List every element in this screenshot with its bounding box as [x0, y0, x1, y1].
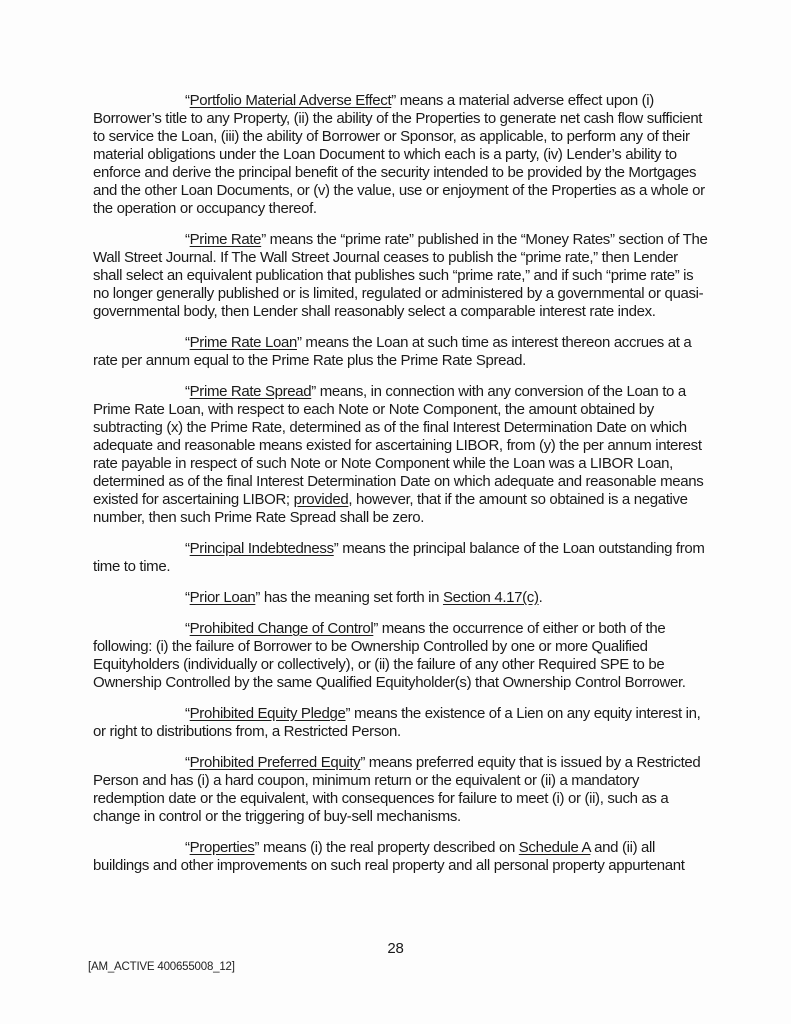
cross-reference: Section 4.17(c) [442, 589, 539, 606]
text-run: ” means the existence of a Lien on any equity interest in, or right to distributions from, a Restricted Person. [93, 705, 701, 740]
defined-term: Prime Rate [189, 231, 262, 248]
paragraph [93, 92, 709, 218]
text-run: “ [185, 334, 190, 351]
paragraph [93, 589, 709, 607]
paragraph [93, 383, 709, 527]
defined-term: Prime Rate Spread [189, 383, 312, 400]
defined-term: Prime Rate Loan [189, 334, 297, 351]
text-run: ” means the principal balance of the Loan outstanding from time to time. [93, 540, 705, 575]
text-run: ” means the occurrence of either or both of the following: (i) the failure of Borrower to be Ownership Controlled by one or more Qualified Equityholders (individually or collectively), or (ii) the failure of any other Required SPE to be Ownership Controlled by the same Qualified Equityholder(s) that Ownership Control Borrower. [93, 620, 686, 691]
defined-term: Properties [189, 839, 255, 856]
document-body [93, 92, 709, 888]
defined-term: Prohibited Change of Control [189, 620, 374, 637]
defined-term: Principal Indebtedness [189, 540, 334, 557]
text-run: “ [185, 92, 190, 109]
paragraph [93, 620, 709, 692]
text-run: “ [185, 540, 190, 557]
text-run: ” means preferred equity that is issued by a Restricted Person and has (i) a hard coupon, minimum return or the equivalent or (ii) a mandatory redemption date or the equivalent, with consequences for failure to meet (i) or (ii), such as a change in control or the triggering of buy-sell mechanisms. [93, 754, 701, 825]
paragraph [93, 334, 709, 370]
text-run: ” means, in connection with any conversion of the Loan to a Prime Rate Loan, with respect to each Note or Note Component, the amount obtained by subtracting (x) the Prime Rate, determined as of the final Interest Determination Date on which adequate and reasonable means existed for ascertaining LIBOR, from (y) the per annum interest rate payable in respect of such Note or Note Component while the Loan was a LIBOR Loan, determined as of the final Interest Determination Date on which adequate and reasonable means existed for ascertaining LIBOR; [93, 383, 704, 508]
defined-term: Portfolio Material Adverse Effect [189, 92, 392, 109]
text-run: ” has the meaning set forth in [255, 589, 443, 606]
text-run: ” means the Loan at such time as interest thereon accrues at a rate per annum equal to the Prime Rate plus the Prime Rate Spread. [93, 334, 692, 369]
paragraph [93, 540, 709, 576]
paragraph [93, 839, 709, 875]
text-run: and (ii) all buildings and other improvements on such real property and all personal property appurtenant [93, 839, 685, 874]
text-run: “ [185, 620, 190, 637]
paragraph [93, 754, 709, 826]
text-run: ” means (i) the real property described on [254, 839, 519, 856]
defined-term: Prior Loan [189, 589, 256, 606]
defined-term: Prohibited Preferred Equity [189, 754, 361, 771]
cross-reference: Schedule A [518, 839, 591, 856]
emphasis-term: provided [293, 491, 349, 508]
text-run: “ [185, 383, 190, 400]
text-run: “ [185, 589, 190, 606]
document-id-stamp: [AM_ACTIVE 400655008_12] [88, 961, 235, 973]
paragraph [93, 231, 709, 321]
text-run: , however, that if the amount so obtained is a negative number, then such Prime Rate Spread shall be zero. [93, 491, 688, 526]
text-run: ” means the “prime rate” published in the “Money Rates” section of The Wall Street Journal. If The Wall Street Journal ceases to publish the “prime rate,” then Lender shall select an equivalent publication that publishes such “prime rate,” and if such “prime rate” is no longer generally published or is limited, regulated or administered by a governmental or quasi-governmental body, then Lender shall reasonably select a comparable interest rate index. [93, 231, 708, 320]
text-run: “ [185, 705, 190, 722]
text-run: “ [185, 839, 190, 856]
text-run: . [538, 589, 543, 606]
paragraph [93, 705, 709, 741]
text-run: ” means a material adverse effect upon (i) Borrower’s title to any Property, (ii) the ability of the Properties to generate net cash flow sufficient to service the Loan, (iii) the ability of Borrower or Sponsor, as applicable, to perform any of their material obligations under the Loan Document to which each is a party, (iv) Lender’s ability to enforce and derive the principal benefit of the security intended to be provided by the Mortgages and the other Loan Documents, or (v) the value, use or enjoyment of the Properties as a whole or the operation or occupancy thereof. [93, 92, 705, 217]
text-run: “ [185, 231, 190, 248]
page-number: 28 [387, 940, 404, 957]
defined-term: Prohibited Equity Pledge [189, 705, 346, 722]
text-run: “ [185, 754, 190, 771]
